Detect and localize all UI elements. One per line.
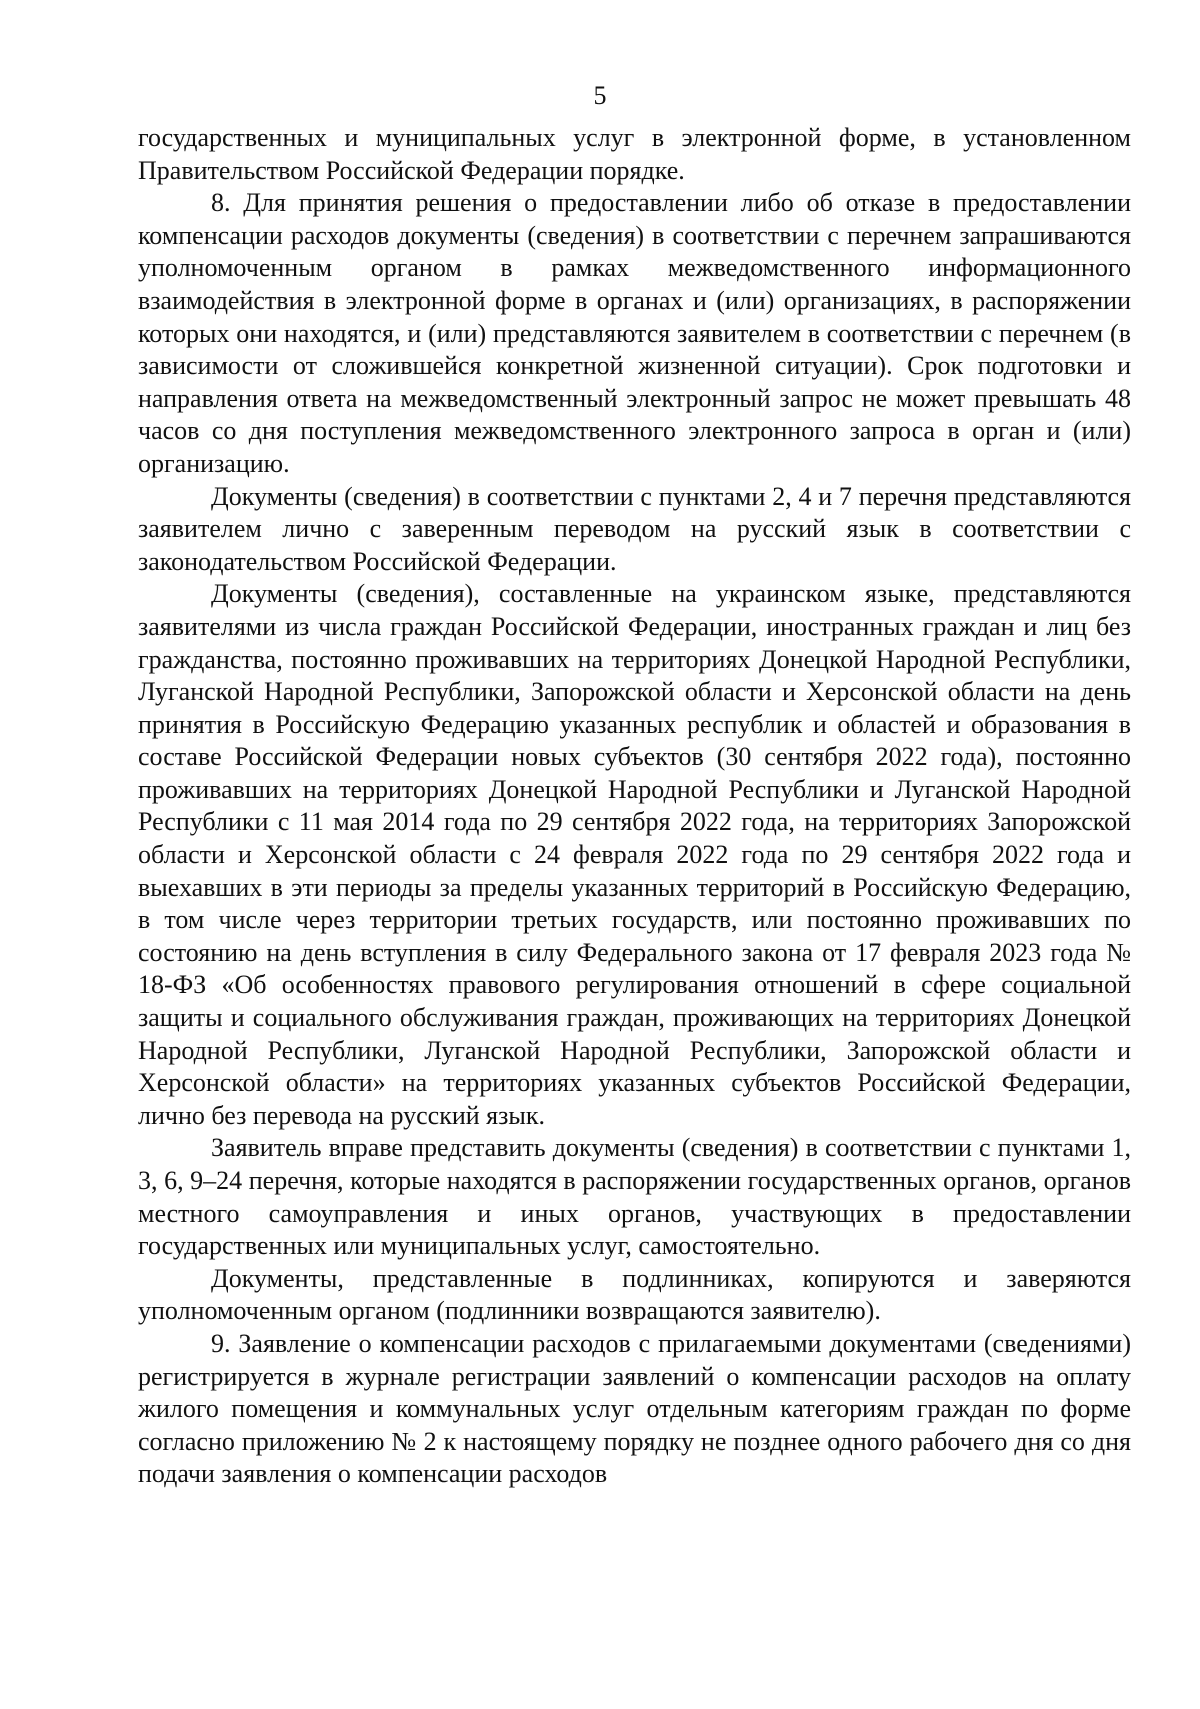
paragraph-ukrainian-documents: Документы (сведения), составленные на украинском языке, представляются заявителями из числа граждан Российской Федерации, иностранных граждан и лиц без гражданства, постоянно проживавших на территориях Донецкой Народной Республики, Луганской Народной Республики, Запорожской области и Херсонской области на день принятия в Российскую Федерацию указанных республик и областей и образования в составе Российской Федерации новых субъектов (30 сентября 2022 года), постоянно проживавших на территориях Донецкой Народной Республики и Луганской Народной Республики с 11 мая 2014 года по 29 сентября 2022 года, на территориях Запорожской области и Херсонской области с 24 февраля 2022 года по 29 сентября 2022 года и выехавших в эти периоды за пределы указанных территорий в Российскую Федерацию, в том числе через территории третьих государств, или постоянно проживавших по состоянию на день вступления в силу Федерального закона от 17 февраля 2023 года № 18-ФЗ «Об особенностях правового регулирования отношений в сфере социальной защиты и социального обслуживания граждан, проживающих на территориях Донецкой Народной Республики, Луганской Народной Республики, Запорожской области и Херсонской области» на территориях указанных субъектов Российской Федерации, лично без перевода на русский язык.: [138, 579, 1131, 1130]
paragraph-translation-requirement: Документы (сведения) в соответствии с пунктами 2, 4 и 7 перечня представляются заявителем лично с заверенным переводом на русский язык в соответствии с законодательством Российской Федерации.: [138, 481, 1131, 576]
document-body: [138, 122, 1131, 1491]
paragraph-item-9: 9. Заявление о компенсации расходов с прилагаемыми документами (сведениями) регистрируется в журнале регистрации заявлений о компенсации расходов на оплату жилого помещения и коммунальных услуг отдельным категориям граждан по форме согласно приложению № 2 к настоящему порядку не позднее одного рабочего дня со дня подачи заявления о компенсации расходов: [138, 1328, 1131, 1489]
page-number: 5: [593, 81, 607, 110]
paragraph-applicant-right: Заявитель вправе представить документы (сведения) в соответствии с пунктами 1, 3, 6, 9–24 перечня, которые находятся в распоряжении государственных органов, органов местного самоуправления и иных органов, участвующих в предоставлении государственных или муниципальных услуг, самостоятельно.: [138, 1133, 1131, 1261]
paragraph-originals-copies: Документы, представленные в подлинниках, копируются и заверяются уполномоченным органом (подлинники возвращаются заявителю).: [138, 1263, 1131, 1326]
paragraph-item-8: 8. Для принятия решения о предоставлении либо об отказе в предоставлении компенсации расходов документы (сведения) в соответствии с перечнем запрашиваются уполномоченным органом в рамках межведомственного информационного взаимодействия в электронной форме в органах и (или) организациях, в распоряжении которых они находятся, и (или) представляются заявителем в соответствии с перечнем (в зависимости от сложившейся конкретной жизненной ситуации). Срок подготовки и направления ответа на межведомственный электронный запрос не может превышать 48 часов со дня поступления межведомственного электронного запроса в орган и (или) организацию.: [138, 188, 1131, 478]
paragraph-continuation: государственных и муниципальных услуг в электронной форме, в установленном Правительством Российской Федерации порядке.: [138, 123, 1131, 185]
